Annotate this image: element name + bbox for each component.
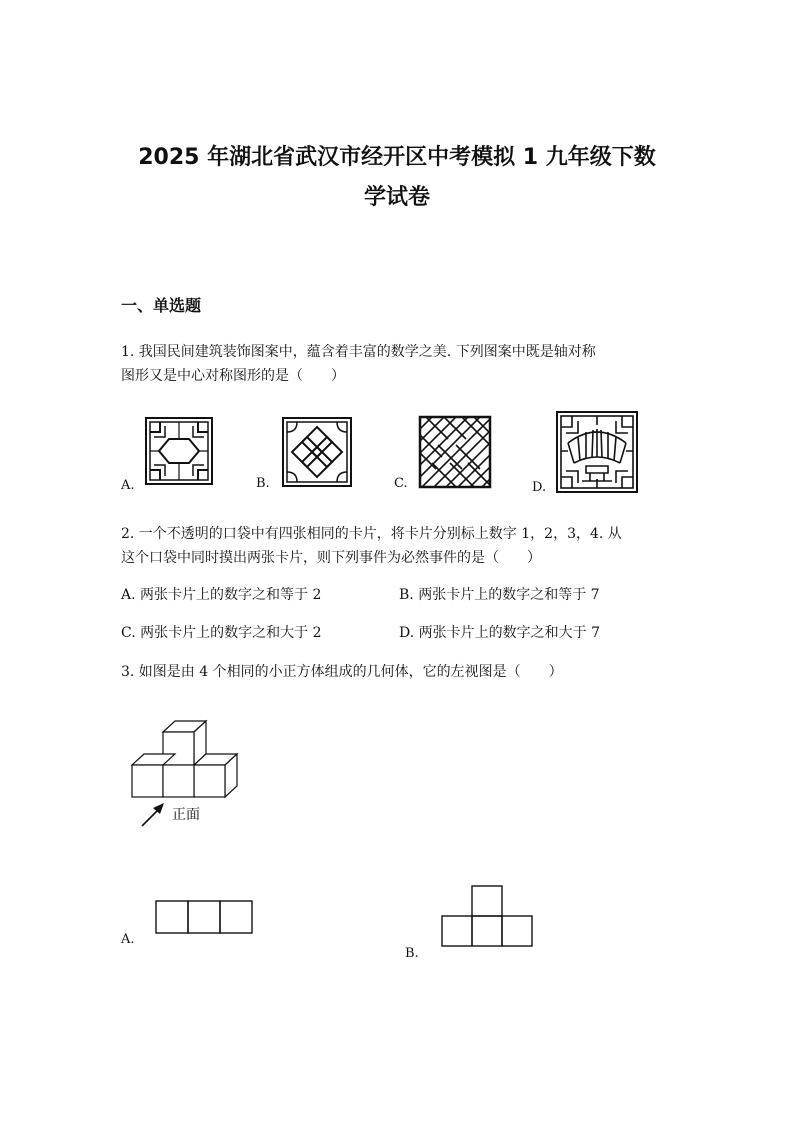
q1-option-a-label: A. xyxy=(121,478,135,493)
q1-option-b-label: B. xyxy=(256,476,270,491)
front-view-label: 正面 xyxy=(172,807,200,823)
q2-option-b: B. 两张卡片上的数字之和等于 7 xyxy=(399,587,600,603)
paper-title-line2: 学试卷 xyxy=(363,185,430,210)
q2-option-a: A. 两张卡片上的数字之和等于 2 xyxy=(121,587,322,603)
question-1-line2: 图形又是中心对称图形的是（ ） xyxy=(121,368,345,384)
pattern-a-hexagon-figure xyxy=(145,417,213,485)
question-3-text: 3. 如图是由 4 个相同的小正方体组成的几何体，它的左视图是（ ） xyxy=(121,664,563,680)
q3-option-b-figure xyxy=(440,885,534,948)
pattern-c-woven-figure xyxy=(418,415,492,489)
question-2-line1: 2. 一个不透明的口袋中有四张相同的卡片，将卡片分别标上数字 1，2，3，4. 从 xyxy=(121,526,622,542)
q3-cube-solid-figure xyxy=(130,718,242,800)
front-direction-arrow-icon xyxy=(140,800,170,828)
pattern-d-fan-figure xyxy=(556,411,638,493)
question-2-line2: 这个口袋中同时摸出两张卡片，则下列事件为必然事件的是（ ） xyxy=(121,550,541,566)
q3-option-a-figure xyxy=(155,900,253,934)
question-1-line1: 1. 我国民间建筑装饰图案中，蕴含着丰富的数学之美. 下列图案中既是轴对称 xyxy=(121,344,596,360)
section-heading: 一、单选题 xyxy=(121,296,202,315)
q2-option-d: D. 两张卡片上的数字之和大于 7 xyxy=(399,625,600,641)
q3-option-a-label: A. xyxy=(121,932,135,947)
pattern-b-interlock-figure xyxy=(282,417,352,487)
paper-title-line1: 2025 年湖北省武汉市经开区中考模拟 1 九年级下数 xyxy=(138,145,656,170)
q2-option-c: C. 两张卡片上的数字之和大于 2 xyxy=(121,625,322,641)
q1-option-d-label: D. xyxy=(532,480,547,495)
q3-option-b-label: B. xyxy=(405,946,419,961)
q1-option-c-label: C. xyxy=(394,476,408,491)
